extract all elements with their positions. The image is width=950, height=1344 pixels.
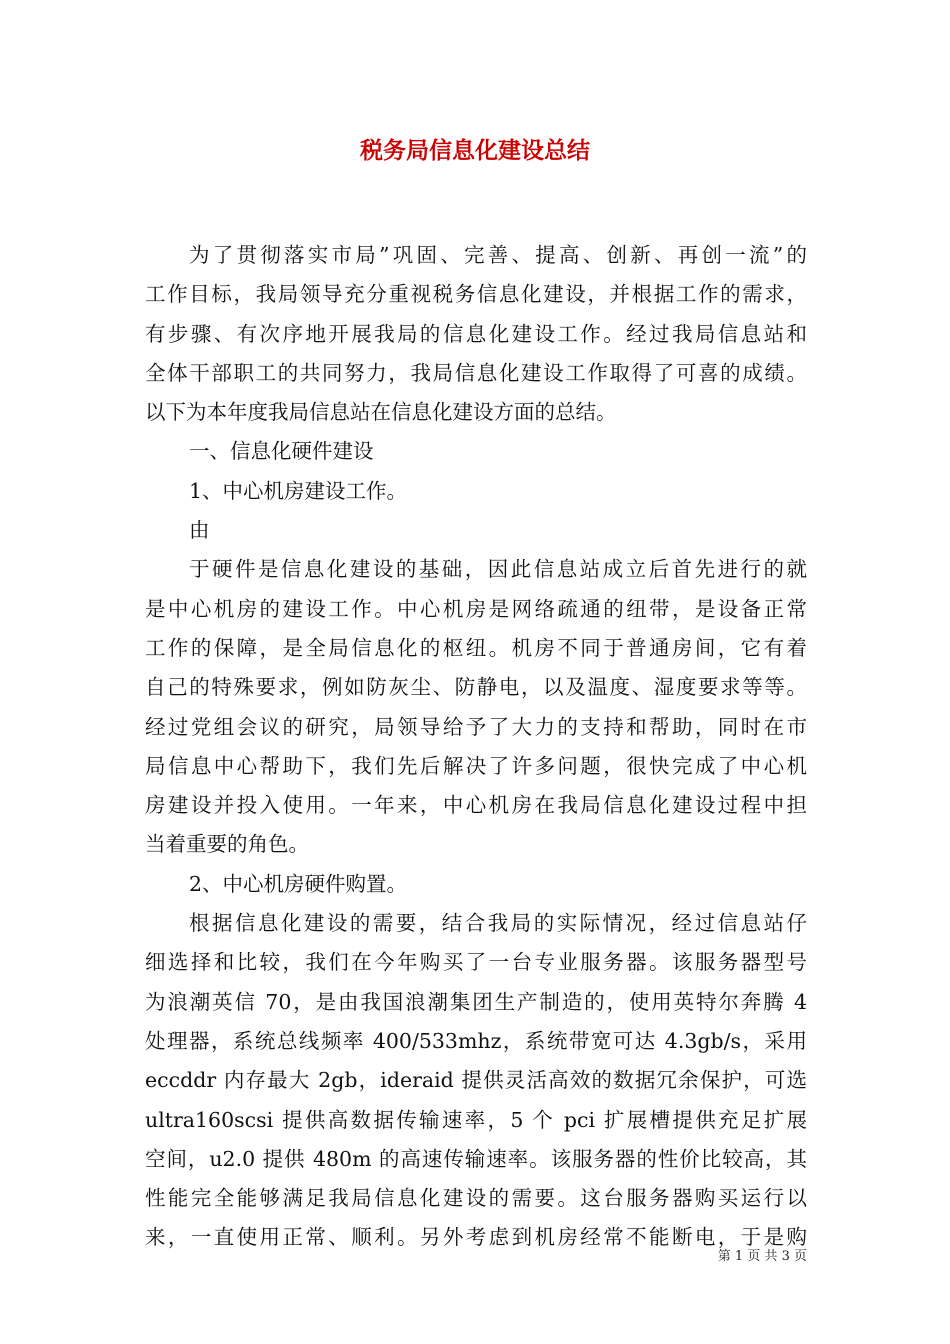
text-line: 是中心机房的建设工作。中心机房是网络疏通的纽带，是设备正常	[145, 596, 807, 621]
text-line: 细选择和比较，我们在今年购买了一台专业服务器。该服务器型号	[145, 950, 807, 975]
text-line: 全体干部职工的共同努力，我局信息化建设工作取得了可喜的成绩。	[145, 360, 807, 385]
text-line: 于硬件是信息化建设的基础，因此信息站成立后首先进行的就	[189, 557, 807, 582]
text-line: 来，一直使用正常、顺利。另外考虑到机房经常不能断电，于是购	[145, 1225, 807, 1250]
text-line: 为浪潮英信 70，是由我国浪潮集团生产制造的，使用英特尔奔腾 4	[145, 989, 807, 1014]
section-heading: 一、信息化硬件建设	[189, 439, 374, 464]
text-line: 有步骤、有次序地开展我局的信息化建设工作。经过我局信息站和	[145, 321, 807, 346]
text-line: 性能完全能够满足我局信息化建设的需要。这台服务器购买运行以	[145, 1186, 807, 1211]
text-line: 空间，u2.0 提供 480m 的高速传输速率。该服务器的性价比较高，其	[145, 1146, 807, 1171]
text-line: 自己的特殊要求，例如防灰尘、防静电，以及温度、湿度要求等等。	[145, 675, 807, 700]
text-line: 工作的保障，是全局信息化的枢纽。机房不同于普通房间，它有着	[145, 635, 807, 660]
text-line: 由	[189, 518, 210, 543]
text-line: 为了贯彻落实市局”巩固、完善、提高、创新、再创一流”的	[189, 243, 807, 267]
text-line: 当着重要的角色。	[145, 832, 309, 857]
text-line: 以下为本年度我局信息站在信息化建设方面的总结。	[145, 400, 617, 425]
text-line: 经过党组会议的研究，局领导给予了大力的支持和帮助，同时在市	[145, 714, 807, 739]
page-number: 第 1 页 共 3 页	[717, 1249, 807, 1264]
text-line: 工作目标，我局领导充分重视税务信息化建设，并根据工作的需求，	[145, 282, 807, 307]
document-title: 税务局信息化建设总结	[360, 137, 590, 164]
subsection-heading: 2、中心机房硬件购置。	[189, 871, 408, 896]
text-line: 根据信息化建设的需要，结合我局的实际情况，经过信息站仔	[189, 911, 807, 936]
document-body	[145, 236, 807, 1258]
text-line: 房建设并投入使用。一年来，中心机房在我局信息化建设过程中担	[145, 793, 807, 818]
subsection-heading: 1、中心机房建设工作。	[189, 478, 408, 503]
text-line: 局信息中心帮助下，我们先后解决了许多问题，很快完成了中心机	[145, 753, 807, 778]
text-line: eccddr 内存最大 2gb，ideraid 提供灵活高效的数据冗余保护，可选	[145, 1068, 807, 1093]
text-line: ultra160scsi 提供高数据传输速率，5 个 pci 扩展槽提供充足扩展	[145, 1107, 807, 1132]
text-line: 处理器，系统总线频率 400/533mhz，系统带宽可达 4.3gb/s，采用	[145, 1028, 807, 1053]
